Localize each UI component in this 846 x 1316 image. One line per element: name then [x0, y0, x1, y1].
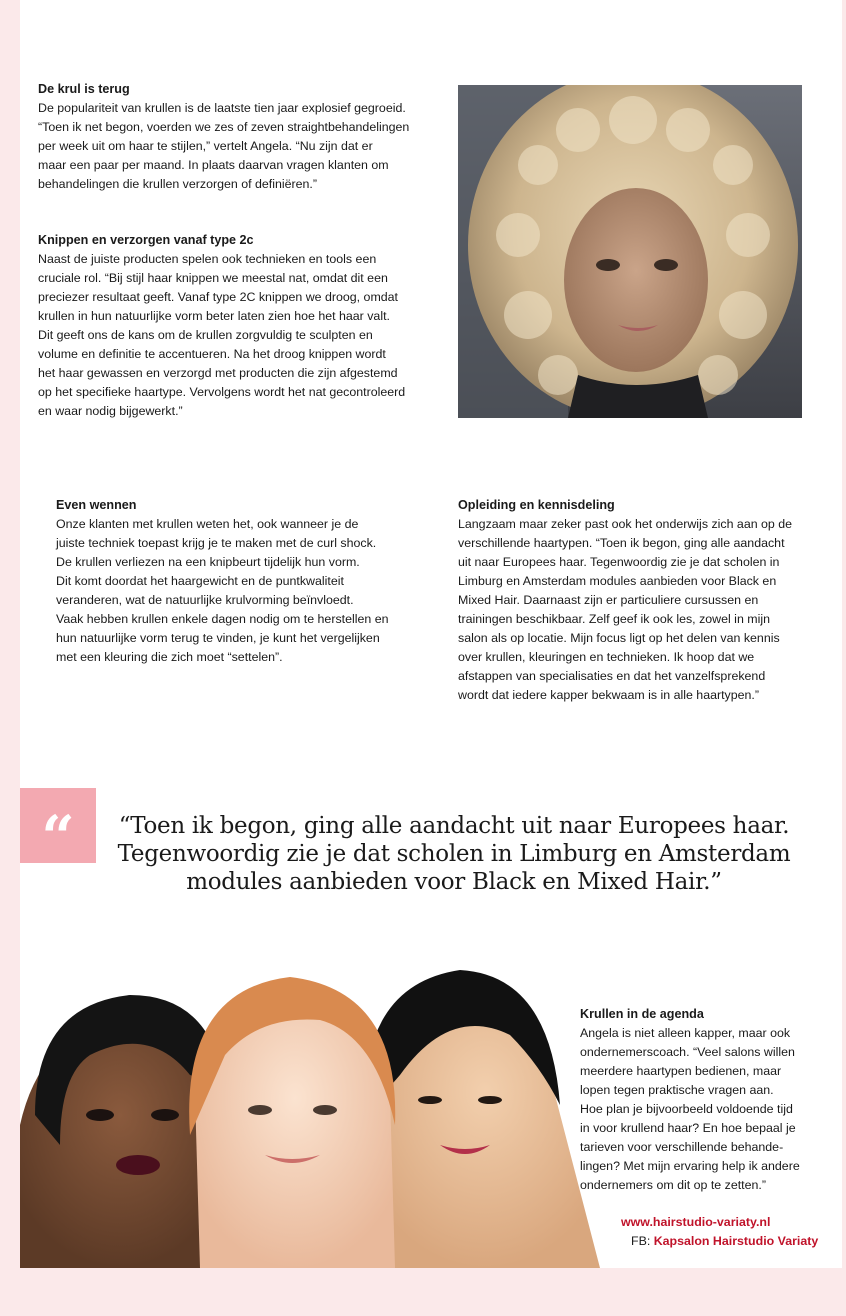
three-women-photo — [20, 965, 610, 1268]
section-wennen — [56, 496, 436, 667]
section-agenda-body: Angela is niet alleen kapper, maar ook ondernemerscoach. “Veel salons willen meerdere haartypen bedienen, maar lopen tegen praktische vragen aan. Hoe plan je bijvoorbeeld voldoende tijd in voor krullend haar? En hoe bepaal je tarieven voor verschillende behande- lingen? Met mijn ervaring help ik andere ondernemers om dit op te zetten.” — [580, 1026, 800, 1192]
quote-mark-icon: “ — [41, 802, 75, 871]
section-opleiding-body: Langzaam maar zeker past ook het onderwijs zich aan op de verschillende haartypen. “Toen ik begon, ging alle aandacht uit naar Europees haar. Tegenwoordig zie je dat scholen in Limburg en Amsterdam modules aanbieden voor Black en Mixed Hair. Daarnaast zijn er particuliere cursussen en trainingen beschikbaar. Zelf geef ik ook les, zowel in mijn salon als op locatie. Mijn focus ligt op het delen van kennis over krullen, kleuringen en technieken. Ik hoop dat we afstappen van specialisaties en dat het vanzelfsprekend wordt dat iedere kapper bekwaam is in alle haartypen.” — [458, 517, 793, 702]
website-link-text[interactable]: www.hairstudio-variaty.nl — [621, 1215, 771, 1229]
section-knippen-body: Naast de juiste producten spelen ook technieken en tools een cruciale rol. “Bij stijl haar knippen we meestal nat, omdat dit een preciezer resultaat geeft. Vanaf type 2C knippen we droog, omdat krullen in hun natuurlijke vorm beter laten zien hoe het haar valt. Dit geeft ons de kans om de krullen zorgvuldig te sculpten en volume en definitie te accentueren. Na het droog knippen wordt het haar gewassen en verzorgd met producten die zijn afgestemd op het specifieke haartype. Vervolgens wordt het nat gecontroleerd en waar nodig bijgewerkt.” — [38, 252, 406, 418]
section-wennen-heading: Even wennen — [56, 498, 137, 512]
quote-mark-box — [20, 788, 96, 871]
section-krul-body: De populariteit van krullen is de laatste tien jaar explosief gegroeid. “Toen ik net begon, voerden we zes of zeven straightbehandelingen per week uit om haar te stijlen,” vertelt Angela. “Nu zijn dat er maar een paar per maand. In plaats daarvan vragen klanten om behandelingen die krullen verzorgen of definiëren.” — [38, 101, 410, 191]
website-link[interactable] — [621, 1213, 770, 1232]
section-opleiding-heading: Opleiding en kennisdeling — [458, 498, 615, 512]
section-wennen-body: Onze klanten met krullen weten het, ook wanneer je de juiste techniek toepast krijg je te maken met de curl shock. De krullen verliezen na een knipbeurt tijdelijk hun vorm. Dit komt doordat het haargewicht en de puntkwaliteit veranderen, wat de natuurlijke krulvorming beïnvloedt. Vaak hebben krullen enkele dagen nodig om te herstellen en hun natuurlijke vorm terug te vinden, je kunt het vergelijken met een kleuring die zich moet “settelen”. — [56, 517, 389, 664]
section-opleiding — [458, 496, 828, 705]
pull-quote: “Toen ik begon, ging alle aandacht uit naar Europees haar. Tegenwoordig zie je dat scholen in Limburg en Amsterdam modules aanbieden voor Black en Mixed Hair.” — [117, 813, 791, 895]
facebook-prefix: FB: — [631, 1234, 654, 1248]
section-krul-heading: De krul is terug — [38, 82, 130, 96]
section-knippen-heading: Knippen en verzorgen vanaf type 2c — [38, 233, 254, 247]
section-agenda-heading: Krullen in de agenda — [580, 1007, 704, 1021]
section-agenda — [580, 1005, 830, 1195]
curly-hair-portrait-photo — [458, 85, 802, 418]
facebook-contact — [631, 1232, 818, 1251]
section-knippen — [38, 231, 438, 421]
section-krul — [38, 80, 438, 194]
facebook-link[interactable]: Kapsalon Hairstudio Variaty — [653, 1234, 819, 1248]
